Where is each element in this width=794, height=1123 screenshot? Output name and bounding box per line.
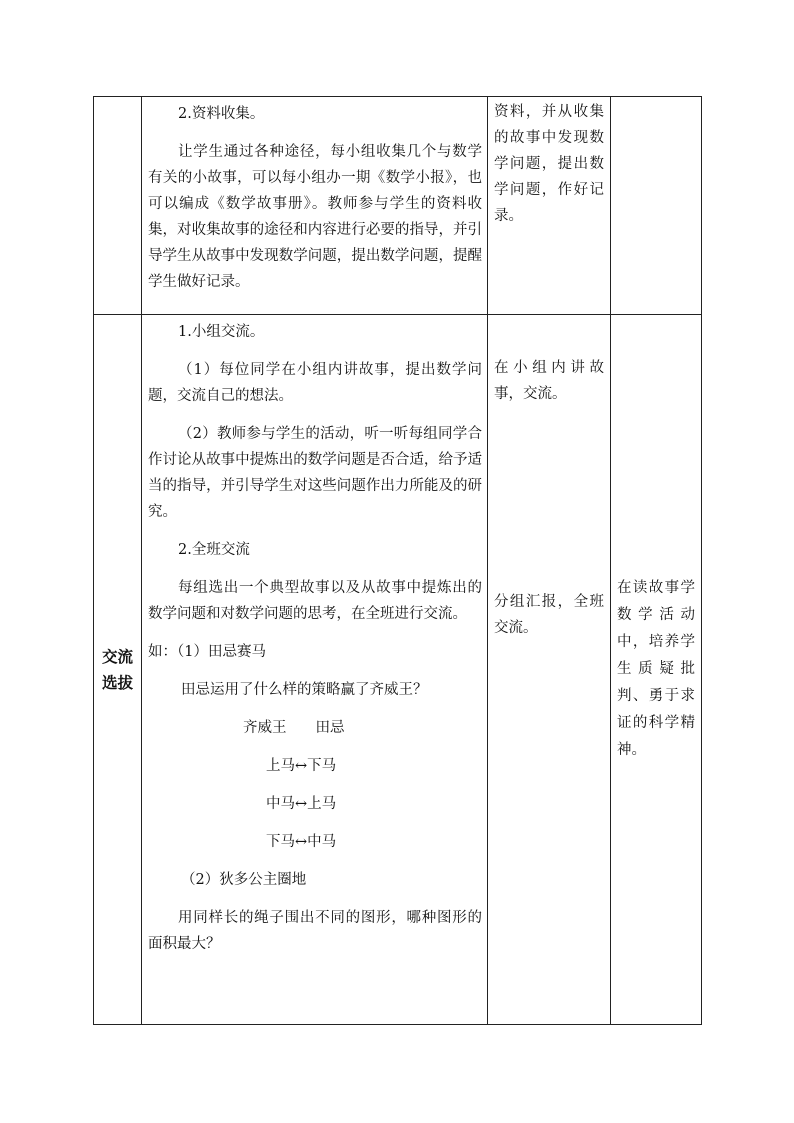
example-question: 田忌运用了什么样的策略赢了齐威王？ xyxy=(181,682,428,698)
student-activity-cell xyxy=(488,315,611,1025)
student-activity-text: 在小组内讲故事，交流。 xyxy=(494,360,604,402)
paragraph: 让学生通过各种途径，每小组收集几个与数学有关的小故事，可以每小组办一期《数学小报》，也可以编成《数学故事册》。教师参与学生的资料收集，对收集故事的途径和内容进行必要的指导，并引导学生从故事中发现数学问题，提出数学问题，提醒学生做好记录。 xyxy=(148,144,482,290)
matchup-line: 中马↔上马 xyxy=(266,796,337,812)
design-intent-cell xyxy=(611,315,702,1025)
example-title: （2）狄多公主圈地 xyxy=(181,872,307,888)
section-label-line: 选拔 xyxy=(101,673,133,692)
section-label-cell xyxy=(94,315,142,1025)
matchup-line: 上马↔下马 xyxy=(266,758,337,774)
student-activity-cell xyxy=(488,97,611,315)
teacher-activity-cell xyxy=(142,315,488,1025)
paragraph: （2）教师参与学生的活动，听一听每组同学合作讨论从故事中提炼出的数学问题是否合适，给予适当的指导，并引导学生对这些问题作出力所能及的研究。 xyxy=(148,426,482,520)
design-intent-text: 在读故事学数学活动中，培养学生质疑批判、勇于求证的科学精神。 xyxy=(617,580,695,758)
section-label-line: 交流 xyxy=(101,647,133,666)
example-question: 用同样长的绳子围出不同的图形，哪种图形的面积最大？ xyxy=(148,910,482,952)
section-label-cell xyxy=(94,97,142,315)
matchup-line: 下马↔中马 xyxy=(266,834,337,850)
lesson-plan-table xyxy=(93,96,702,1025)
table-row xyxy=(94,315,702,1025)
example-title: 如：（1）田忌赛马 xyxy=(148,644,266,660)
student-activity-text: 分组汇报，全班交流。 xyxy=(494,594,604,636)
paragraph: （1）每位同学在小组内讲故事，提出数学问题，交流自己的想法。 xyxy=(148,362,482,404)
table-row xyxy=(94,97,702,315)
paragraph: 每组选出一个典型故事以及从故事中提炼出的数学问题和对数学问题的思考，在全班进行交流。 xyxy=(148,580,482,622)
step-heading: 1.小组交流。 xyxy=(178,324,265,340)
design-intent-cell xyxy=(611,97,702,315)
matchup-header: 齐威王 田忌 xyxy=(243,720,345,736)
step-heading: 2.资料收集。 xyxy=(178,106,265,122)
teacher-activity-cell xyxy=(142,97,488,315)
student-activity-text: 资料，并从收集的故事中发现数学问题，提出数学问题，作好记录。 xyxy=(494,104,604,224)
step-heading: 2.全班交流 xyxy=(178,542,250,558)
